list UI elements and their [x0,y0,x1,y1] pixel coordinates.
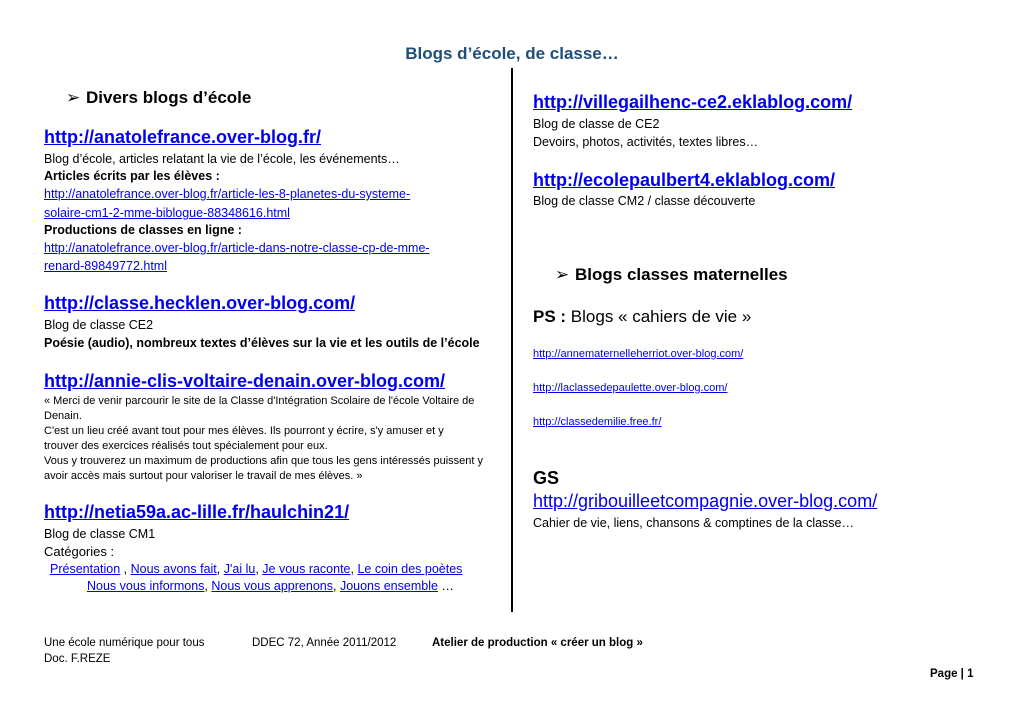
blog-description: Blog de classe CE2 [44,318,154,332]
quote-line: trouver des exercices réalisés tout spécialement pour eux. [44,440,328,452]
section-heading-divers [66,88,251,108]
quote-line: Vous y trouverez un maximum de productions afin que tous les gens intéressés puissent y [44,455,484,467]
quote-line: avoir accès mais surtout pour valoriser le travail de mes élèves. » [44,470,363,482]
category-link-je-vous-raconte[interactable]: Je vous raconte [262,562,351,576]
ps-link[interactable]: http://classedemilie.free.fr/ [533,416,662,428]
ps-link[interactable]: http://laclassedepaulette.over-blog.com/ [533,382,728,394]
blog-description: Blog de classe CM1 [44,527,156,541]
ps-label: PS : [533,307,567,326]
productions-label: Productions de classes en ligne : [44,223,242,237]
section-heading-label: Blogs classes maternelles [575,265,788,284]
footer-right: Atelier de production « créer un blog » [432,637,643,649]
blog-link-annie-clis[interactable]: http://annie-clis-voltaire-denain.over-blog.com/ [44,371,446,391]
footer-center: DDEC 72, Année 2011/2012 [252,637,397,649]
column-divider [511,68,513,612]
category-link-presentation[interactable]: Présentation [50,562,121,576]
categories-label: Catégories : [44,544,115,559]
ps-heading [533,307,751,327]
ps-link[interactable]: http://annematernelleherriot.over-blog.com/ [533,348,744,360]
page-indicator [930,666,974,682]
gs-label: GS [533,468,560,488]
blog-link-netia59a[interactable]: http://netia59a.ac-lille.fr/haulchin21/ [44,502,350,522]
category-link-jouons-ensemble[interactable]: Jouons ensemble [339,579,438,593]
categories-row-1: Présentation , Nous avons fait, J'ai lu, Je vous raconte, Le coin des poètes [50,562,463,576]
articles-link-line2[interactable]: solaire-cm1-2-mme-biblogue-88348616.html [44,206,290,220]
productions-link-line2[interactable]: renard-89849772.html [44,259,167,273]
category-link-nous-avons-fait[interactable]: Nous avons fait [130,562,217,576]
blog-description: Blog de classe CM2 / classe découverte [533,194,756,208]
page-label: Page | [930,668,964,680]
arrow-bullet-icon: ➢ [66,88,81,107]
articles-label: Articles écrits par les élèves : [44,169,220,183]
page-title: Blogs d’école, de classe… [405,44,619,63]
category-link-nous-vous-informons[interactable]: Nous vous informons [87,579,205,593]
section-heading-label: Divers blogs d’école [86,88,252,107]
gs-description: Cahier de vie, liens, chansons & comptines de la classe… [533,516,854,530]
blog-link-hecklen[interactable]: http://classe.hecklen.over-blog.com/ [44,293,356,313]
categories-ellipsis: … [441,579,454,593]
category-link-nous-vous-apprenons[interactable]: Nous vous apprenons [211,579,333,593]
productions-link-line1[interactable]: http://anatolefrance.over-blog.fr/article-dans-notre-classe-cp-de-mme- [44,241,430,255]
gs-link[interactable]: http://gribouilleetcompagnie.over-blog.com/ [533,491,878,511]
blog-description: Devoirs, photos, activités, textes libres… [533,135,759,149]
category-link-coin-des-poetes[interactable]: Le coin des poètes [357,562,463,576]
page-number: 1 [967,668,974,680]
ps-text: Blogs « cahiers de vie » [570,307,752,326]
category-link-jai-lu[interactable]: J'ai lu [223,562,256,576]
categories-row-2: Nous vous informons, Nous vous apprenons, Jouons ensemble … [87,579,454,593]
arrow-bullet-icon: ➢ [555,265,570,284]
footer-line1: Une école numérique pour tous [44,637,205,649]
blog-link-ecolepaulbert[interactable]: http://ecolepaulbert4.eklablog.com/ [533,170,836,190]
blog-description: Blog de classe de CE2 [533,117,660,131]
quote-line: « Merci de venir parcourir le site de la Classe d'Intégration Scolaire de l'école Voltaire de [44,395,475,407]
blog-description: Blog d’école, articles relatant la vie de l’école, les événements… [44,152,400,166]
footer-line2: Doc. F.REZE [44,653,111,665]
blog-link-anatolefrance[interactable]: http://anatolefrance.over-blog.fr/ [44,127,322,147]
articles-link-line1[interactable]: http://anatolefrance.over-blog.fr/article-les-8-planetes-du-systeme- [44,187,411,201]
section-heading-maternelles [555,265,788,285]
quote-line: C'est un lieu créé avant tout pour mes élèves. Ils pourront y écrire, s'y amuser et y [44,425,444,437]
quote-line: Denain. [44,410,82,422]
blog-description-bold: Poésie (audio), nombreux textes d’élèves sur la vie et les outils de l’école [44,336,480,350]
blog-link-villegailhenc[interactable]: http://villegailhenc-ce2.eklablog.com/ [533,92,853,112]
